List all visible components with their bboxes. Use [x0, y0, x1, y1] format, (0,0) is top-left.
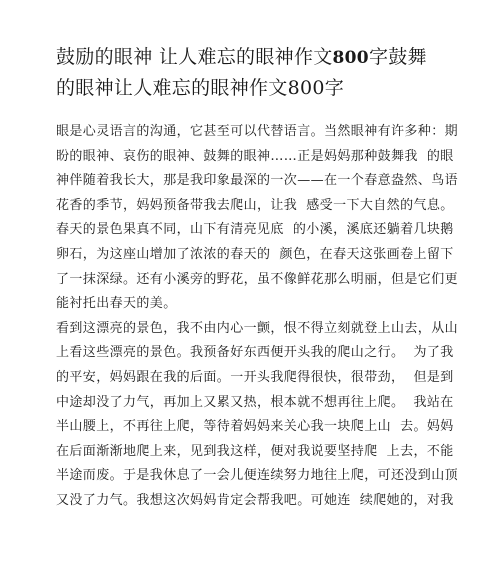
title-line1-number: 800 [332, 48, 369, 68]
title-line1-suffix: 字鼓舞 [368, 46, 427, 68]
paragraph: 看到这漂亮的景色，我不由内心一颤，恨不得立刻就登上山去，从山 上看这些漂亮的景色。我预备好东西便开头我的爬山之行。 为了我 的平安，妈妈跟在我的后面。一开头我爬得很快，很带劲， 但是到 中途却没了力气，再加上又累又热，根本就不想再往上爬。 我站在 半山腰上，不再往上爬，等待着妈妈来关心我一块爬上山 去。妈妈 在后面渐渐地爬上来，见到我这样，便对我说要坚持爬 上去，不能 半途而废。于是我休息了一会儿便连续努力地往上爬，可还没到山顶 又没了力气。我想这次妈妈肯定会帮我吧。可她连 续爬她的，对我 [56, 320, 459, 508]
paragraph: 眼是心灵语言的沟通，它甚至可以代替语言。当然眼神有许多种：期 盼的眼神、哀伤的眼神、鼓舞的眼神……正是妈妈那种鼓舞我 的眼 神伴随着我长大，那是我印象最深的一次——在一个春意盎然、鸟语 花香的季节，妈妈预备带我去爬山，让我 感受一下大自然的气息。 春天的景色果真不同，山下有清亮见底 的小溪，溪底还躺着几块鹅 卵石，为这座山增加了浓浓的春天的 颜色，在春天这张画卷上留下 了一抹深绿。还有小溪旁的野花，虽不像鲜花那么明丽，但是它们更 能衬托出春天的美。 [56, 124, 459, 312]
article-body [56, 120, 460, 514]
article-title [56, 42, 476, 103]
title-line1-text: 鼓励的眼神 让人难忘的眼神作文 [56, 46, 333, 68]
title-line2-text: 的眼神让人难忘的眼神作文800字 [56, 77, 345, 99]
